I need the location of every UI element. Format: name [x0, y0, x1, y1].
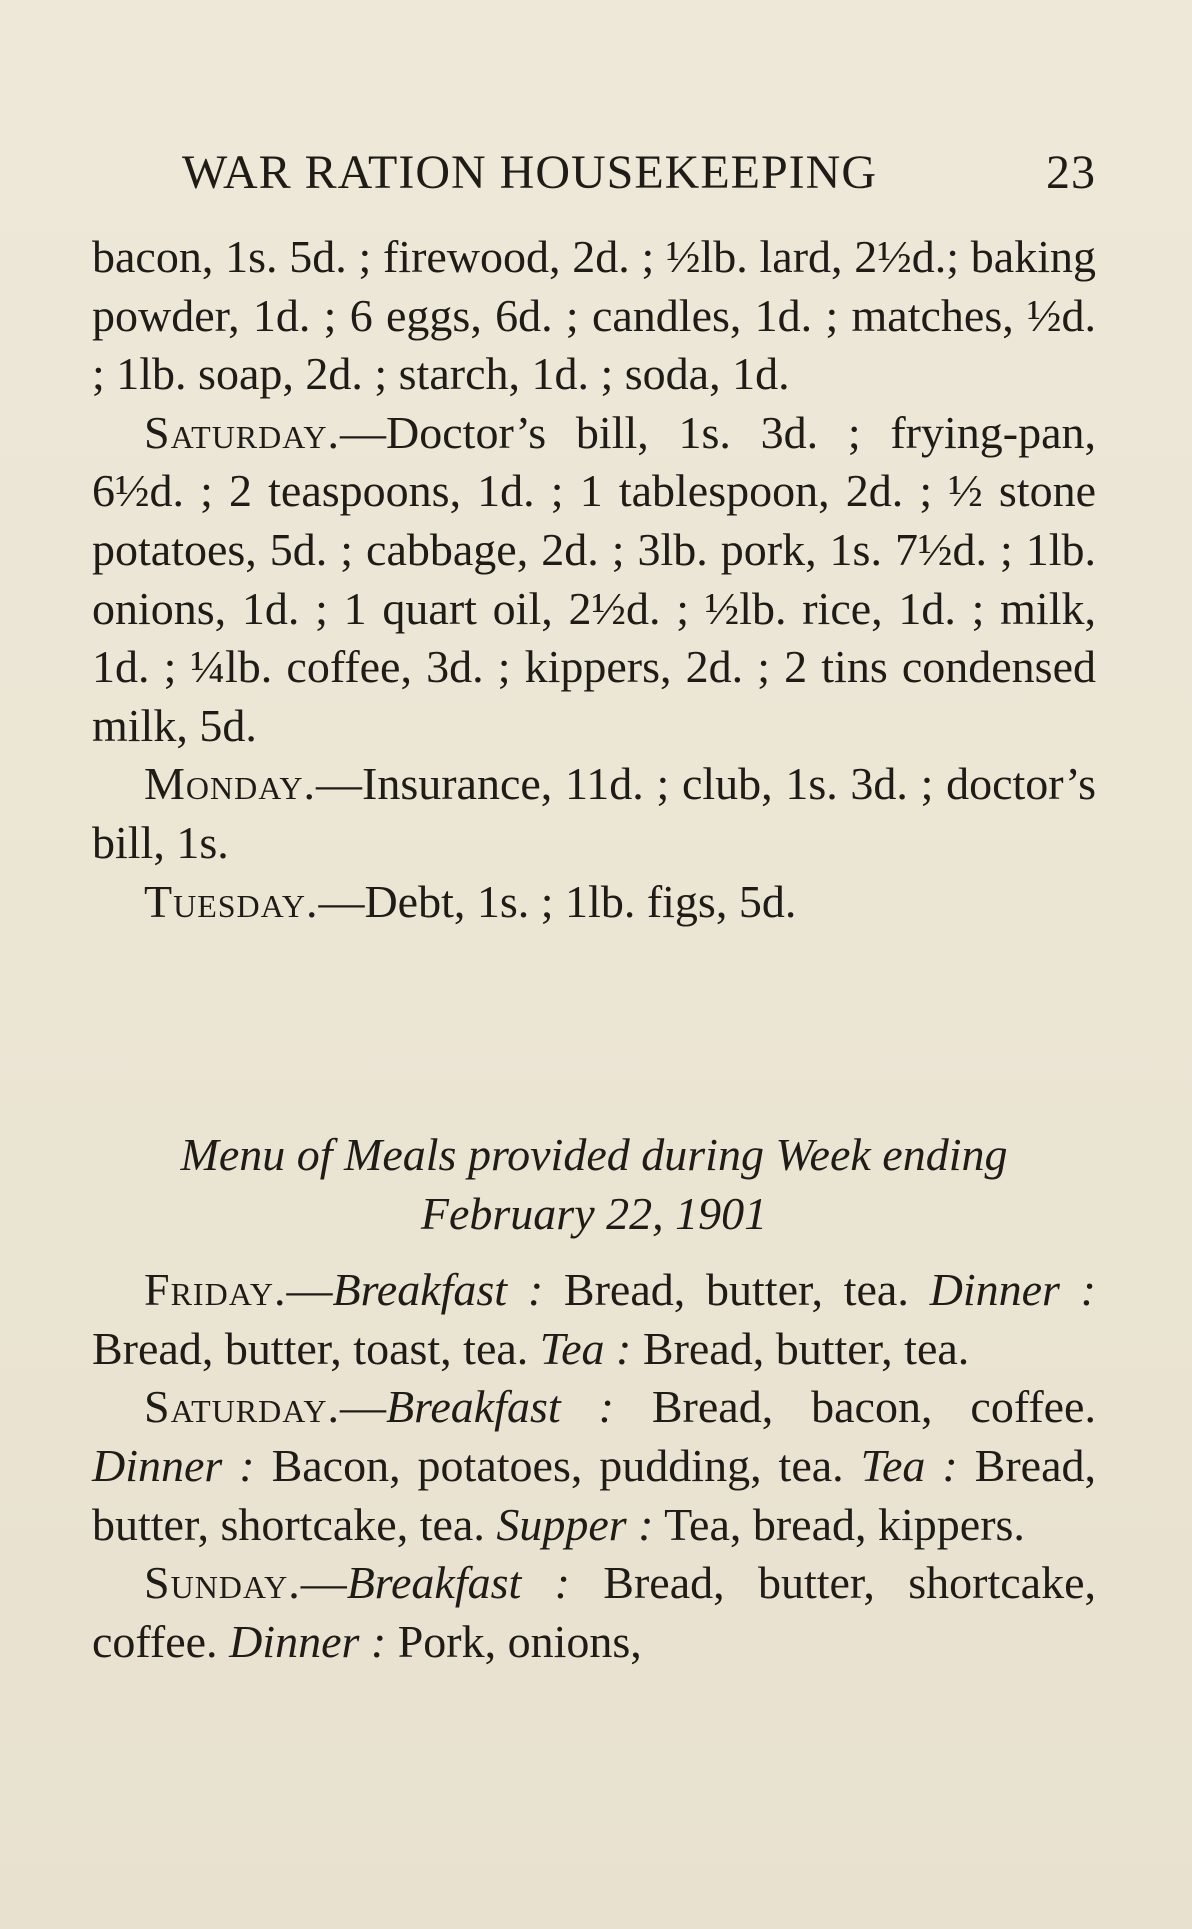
expense-list [92, 228, 1096, 931]
day-label-tuesday: Tuesday. [144, 875, 319, 927]
page-number: 23 [1046, 146, 1096, 199]
dash: — [300, 1557, 347, 1609]
meal-label-breakfast: Breakfast : [346, 1557, 570, 1609]
meal-items: Bread, bacon, coffee. [613, 1381, 1096, 1433]
menu-paragraph-sunday [92, 1554, 1096, 1671]
menu-heading [92, 1126, 1096, 1243]
expense-paragraph-saturday [92, 404, 1096, 756]
menu-section [92, 1126, 1096, 1671]
meal-items: Bread, butter, shortcake, tea. [92, 1439, 1096, 1550]
meal-label-tea: Tea : [860, 1439, 958, 1491]
menu-heading-date: February 22, 1901 [420, 1187, 768, 1239]
meal-label-breakfast: Breakfast : [332, 1264, 544, 1316]
meal-items: Bread, butter, tea. [543, 1264, 930, 1316]
expense-paragraph-tuesday [92, 873, 1096, 932]
meal-items: Tea, bread, kippers. [653, 1498, 1025, 1550]
meal-label-dinner: Dinner : [92, 1439, 255, 1491]
dash: — [286, 1264, 333, 1316]
expense-paragraph-monday [92, 755, 1096, 872]
expense-text: —Insurance, 11d. ; club, 1s. 3d. ; doctor’s bill, 1s. [92, 758, 1096, 868]
menu-paragraph-saturday [92, 1378, 1096, 1554]
meal-items: Bacon, potatoes, pudding, tea. [254, 1439, 861, 1491]
meal-items: Bread, butter, tea. [631, 1322, 970, 1374]
day-label-sunday: Sunday. [144, 1557, 301, 1609]
menu-paragraph-friday [92, 1261, 1096, 1378]
meal-label-supper: Supper : [496, 1498, 654, 1550]
expense-text: bacon, 1s. 5d. ; firewood, 2d. ; ½lb. lard, 2½d.; baking powder, 1d. ; 6 eggs, 6d. ; candles, 1d. ; matches, ½d. ; 1lb. soap, 2d. ; starch, 1d. ; soda, 1d. [92, 231, 1096, 400]
meal-label-breakfast: Breakfast : [386, 1381, 614, 1433]
dash: — [340, 1381, 387, 1433]
day-label-monday: Monday. [144, 758, 317, 810]
meal-label-dinner: Dinner : [929, 1264, 1096, 1316]
expense-paragraph-continued [92, 228, 1096, 404]
expense-text: —Debt, 1s. ; 1lb. figs, 5d. [318, 875, 797, 927]
meal-items: Bread, butter, shortcake, coffee. [92, 1557, 1096, 1667]
meal-label-tea: Tea : [539, 1322, 632, 1374]
meal-label-dinner: Dinner : [229, 1615, 387, 1667]
day-label-friday: Friday. [144, 1264, 287, 1316]
day-label-saturday: Saturday. [144, 406, 341, 458]
running-head-title: WAR RATION HOUSEKEEPING [182, 146, 877, 199]
running-head [92, 145, 1096, 200]
day-label-saturday: Saturday. [144, 1381, 341, 1433]
meal-items: Bread, butter, toast, tea. [92, 1322, 540, 1374]
expense-text: —Doctor’s bill, 1s. 3d. ; frying-pan, 6½d. ; 2 teaspoons, 1d. ; 1 tablespoon, 2d. ; ½ stone potatoes, 5d. ; cabbage, 2d. ; 3lb. pork, 1s. 7½d. ; 1lb. onions, 1d. ; 1 quart oil, 2½d. ; ½lb. rice, 1d. ; milk, 1d. ; ¼lb. coffee, 3d. ; kippers, 2d. ; 2 tins condensed milk, 5d. [92, 406, 1096, 751]
meal-items: Pork, onions, [386, 1615, 642, 1667]
menu-heading-line: Menu of Meals provided during Week ending [180, 1129, 1008, 1180]
